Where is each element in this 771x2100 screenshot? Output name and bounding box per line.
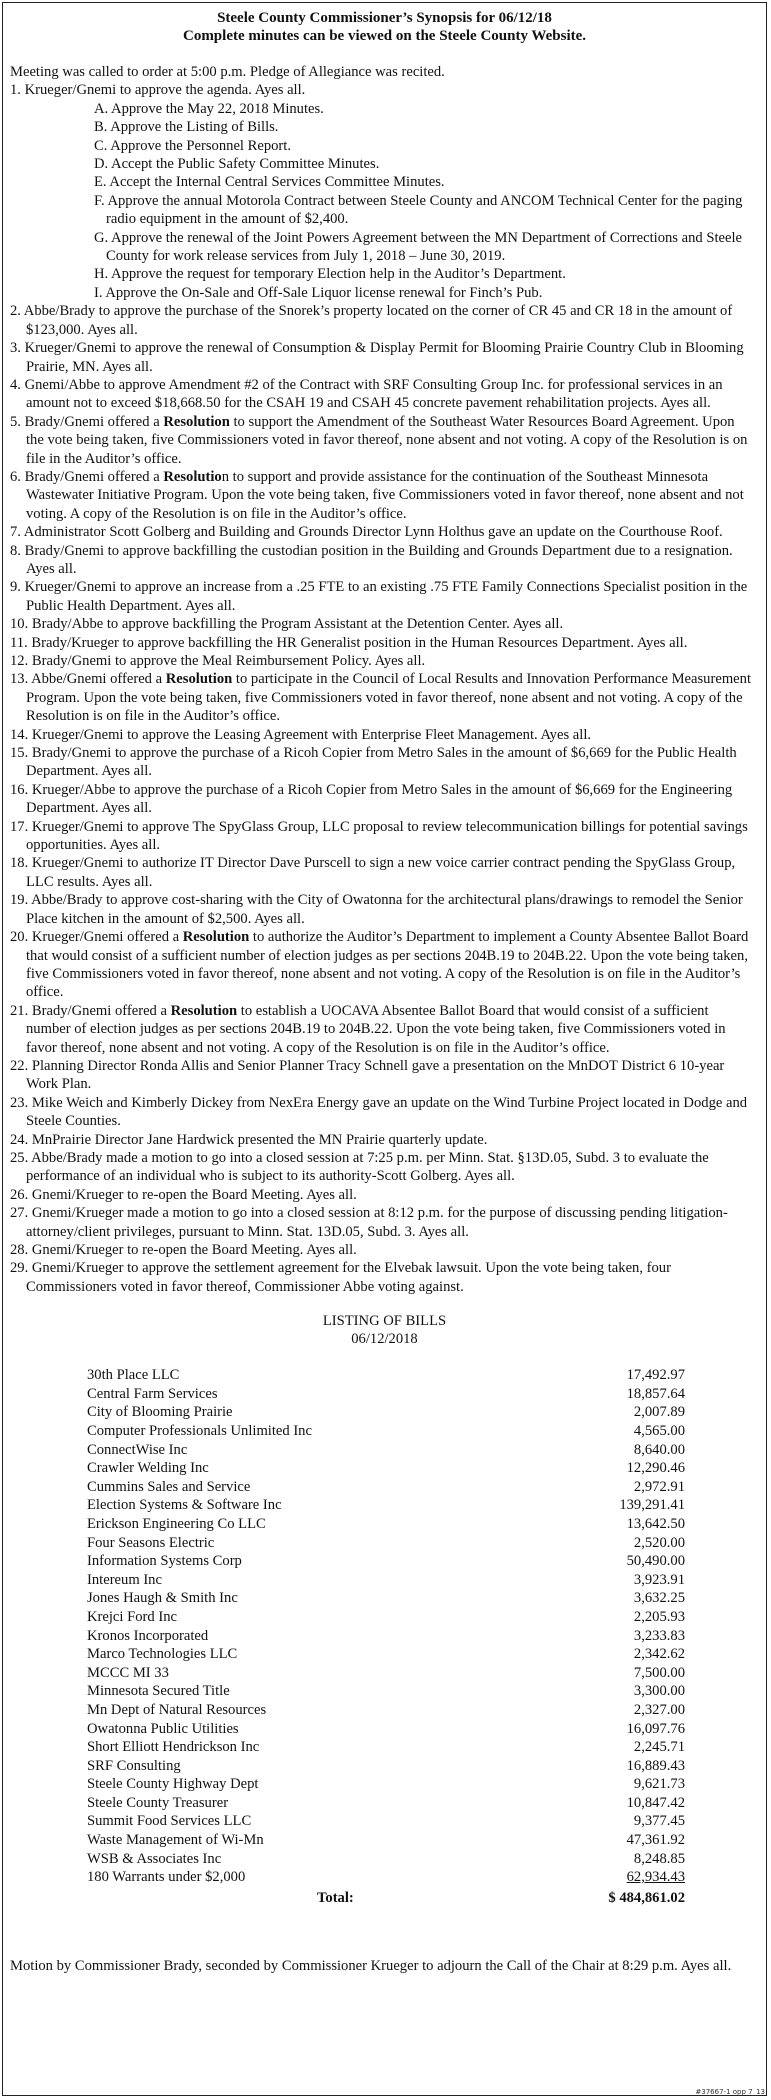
bill-vendor: Four Seasons Electric: [87, 1534, 215, 1551]
bill-vendor: Information Systems Corp: [87, 1553, 242, 1570]
resolution-keyword: Resolution: [165, 671, 233, 688]
resolution-keyword: Resolution: [182, 929, 250, 946]
minutes-item-text-continued: to establish a UOCAVA Absentee Ballot Board that would consist of a sufficient number of election judges as per sections 204B.19 to 204B.22. Upon the vote being taken, five Commissioners voted in favor thereof, none absent and not voting. A copy of the Resolution is on file in the Auditor’s office.: [26, 1002, 726, 1056]
minutes-item-text: 6. Brady/Gnemi offered a: [10, 468, 164, 485]
minutes-item-text: 24. MnPrairie Director Jane Hardwick presented the MN Prairie quarterly update.: [10, 1131, 488, 1148]
bill-row: [87, 1794, 685, 1813]
bill-amount: 2,245.71: [633, 1739, 685, 1756]
bill-row: [87, 1850, 685, 1869]
bill-vendor: 30th Place LLC: [87, 1367, 180, 1384]
bill-row: [87, 1422, 685, 1441]
minutes-item: [10, 1259, 754, 1296]
minutes-item: [10, 670, 754, 725]
minutes-item: [10, 376, 754, 413]
bills-total-amount: $ 484,861.02: [608, 1889, 685, 1906]
minutes-item-text: 26. Gnemi/Krueger to re-open the Board Meeting. Ayes all.: [10, 1186, 357, 1203]
minutes-item-text: 25. Abbe/Brady made a motion to go into a closed session at 7:25 p.m. per Minn. Stat. §13D.05, Subd. 3 to evaluate the performance of an individual who is subject to its authority-Scott Golberg. Ayes all.: [10, 1149, 709, 1185]
agenda-subitem: C. Approve the Personnel Report.: [94, 137, 291, 154]
bill-vendor: Owatonna Public Utilities: [87, 1720, 239, 1737]
minutes-item: [10, 302, 754, 339]
bill-vendor: Minnesota Secured Title: [87, 1683, 230, 1700]
resolution-keyword: Resolutio: [163, 468, 222, 485]
bill-amount: 7,500.00: [633, 1664, 685, 1681]
bill-vendor: Intereum Inc: [87, 1571, 162, 1588]
bill-vendor: Steele County Treasurer: [87, 1794, 229, 1811]
agenda-subitem: H. Approve the request for temporary Election help in the Auditor’s Department.: [94, 266, 566, 283]
bill-amount: 2,972.91: [633, 1478, 685, 1495]
bill-vendor: MCCC MI 33: [87, 1664, 169, 1681]
minutes-item: [10, 578, 754, 615]
minutes-item: [10, 542, 754, 579]
bills-total-row: [87, 1887, 685, 1909]
bill-amount: 16,097.76: [626, 1720, 685, 1737]
bill-row: [87, 1459, 685, 1478]
minutes-item-text-continued: to support the Amendment of the Southeast Water Resources Board Agreement. Upon the vote being taken, five Commissioners voted in favor thereof, none absent and not voting. A copy of the Resolution is on file in the Auditor’s office.: [26, 413, 748, 467]
resolution-keyword: Resolution: [170, 1002, 238, 1019]
minutes-item-text: 27. Gnemi/Krueger made a motion to go into a closed session at 8:12 p.m. for the purpose of discussing pending litigation-attorney/client privileges, pursuant to Minn. Stat. 13D.05, Subd. 3. Ayes all.: [10, 1205, 728, 1240]
bill-vendor: Short Elliott Hendrickson Inc: [87, 1739, 260, 1756]
bill-row: [87, 1552, 685, 1571]
agenda-subitem: E. Accept the Internal Central Services Committee Minutes.: [94, 174, 445, 191]
minutes-item-text: 14. Krueger/Gnemi to approve the Leasing Agreement with Enterprise Fleet Management. Ayes all.: [10, 726, 592, 743]
minutes-item: [10, 854, 754, 891]
minutes-item: [10, 781, 754, 818]
bill-row: [87, 1571, 685, 1590]
agenda-subitem: F. Approve the annual Motorola Contract between Steele County and ANCOM Technical Center for the paging radio equipment in the amount of $2,400.: [94, 192, 743, 228]
bill-row: [87, 1775, 685, 1794]
minutes-item: [10, 1131, 754, 1149]
bill-row: [87, 1757, 685, 1776]
minutes-item: [10, 615, 754, 633]
bill-amount: 3,923.91: [633, 1571, 685, 1588]
bill-vendor: SRF Consulting: [87, 1757, 181, 1774]
bill-amount: 9,377.45: [633, 1813, 685, 1830]
bill-row: [87, 1812, 685, 1831]
bill-row: [87, 1534, 685, 1553]
bill-row: [87, 1627, 685, 1646]
minutes-item: [10, 1241, 754, 1259]
minutes-item: [10, 468, 754, 523]
bill-amount: 50,490.00: [626, 1553, 685, 1570]
bill-row: [87, 1682, 685, 1701]
bill-amount: 18,857.64: [626, 1385, 685, 1402]
bills-heading: [3, 1312, 766, 1348]
bill-amount: 3,300.00: [633, 1683, 685, 1700]
agenda-subitem: G. Approve the renewal of the Joint Powers Agreement between the MN Department of Corrections and Steele County for work release services from July 1, 2018 – June 30, 2019.: [94, 229, 743, 265]
bill-amount: 13,642.50: [626, 1515, 685, 1532]
bill-vendor: Jones Haugh & Smith Inc: [87, 1590, 238, 1607]
bill-vendor: City of Blooming Prairie: [87, 1404, 233, 1421]
minutes-item: [10, 634, 754, 652]
minutes-item: [10, 81, 754, 99]
minutes-item-text: 28. Gnemi/Krueger to re-open the Board Meeting. Ayes all.: [10, 1242, 357, 1258]
minutes-item-text: 20. Krueger/Gnemi offered a: [10, 929, 183, 946]
minutes-item: [10, 818, 754, 855]
bill-row: [87, 1701, 685, 1720]
bill-row: [87, 1645, 685, 1664]
bill-amount: 3,632.25: [633, 1590, 685, 1607]
document-header: [3, 3, 766, 45]
minutes-item-text: 22. Planning Director Ronda Allis and Senior Planner Tracy Schnell gave a presentation on the MnDOT District 6 10-year Work Plan.: [10, 1057, 725, 1093]
bill-row: [87, 1478, 685, 1497]
minutes-item: [10, 891, 754, 928]
minutes-item-text: 29. Gnemi/Krueger to approve the settlement agreement for the Elvebak lawsuit. Upon the vote being taken, four Commissioners voted in favor thereof, Commissioner Abbe voting against.: [10, 1260, 671, 1295]
minutes-item: [10, 523, 754, 541]
bill-vendor: Kronos Incorporated: [87, 1627, 209, 1644]
agenda-subitem: B. Approve the Listing of Bills.: [94, 119, 279, 136]
minutes-item-text: 9. Krueger/Gnemi to approve an increase from a .25 FTE to an existing .75 FTE Family Connections Specialist position in the Public Health Department. Ayes all.: [10, 579, 748, 614]
minutes-item-text: 16. Krueger/Abbe to approve the purchase of a Ricoh Copier from Metro Sales in the amount of $6,669 for the Engineering Department. Ayes all.: [10, 781, 733, 817]
bill-vendor: WSB & Associates Inc: [87, 1850, 222, 1867]
bill-vendor: Krejci Ford Inc: [87, 1608, 177, 1625]
minutes-item-text: 3. Krueger/Gnemi to approve the renewal of Consumption & Display Permit for Blooming Prairie Country Club in Blooming Prairie, MN. Ayes all.: [10, 340, 744, 375]
minutes-item: [10, 652, 754, 670]
resolution-keyword: Resolution: [163, 413, 230, 430]
bill-row: [87, 1738, 685, 1757]
minutes-item-text: 13. Abbe/Gnemi offered a: [10, 671, 166, 688]
bill-vendor: Marco Technologies LLC: [87, 1646, 238, 1663]
minutes-item: [10, 744, 754, 781]
bill-row: [87, 1589, 685, 1608]
bill-amount: 62,934.43: [626, 1869, 685, 1886]
bill-amount: 4,565.00: [633, 1423, 685, 1439]
agenda-subitem: D. Accept the Public Safety Committee Minutes.: [94, 156, 380, 173]
minutes-item-text: 4. Gnemi/Abbe to approve Amendment #2 of the Contract with SRF Consulting Group Inc. for professional services in an amount not to exceed $18,668.50 for the CSAH 19 and CSAH 45 concrete pavement rehabilitation projects. Ayes all.: [10, 376, 723, 412]
minutes-item-text: 12. Brady/Gnemi to approve the Meal Reimbursement Policy. Ayes all.: [10, 653, 426, 669]
minutes-item: [10, 339, 754, 376]
bill-amount: 8,640.00: [633, 1441, 685, 1458]
bill-amount: 9,621.73: [633, 1776, 685, 1793]
bill-amount: 2,342.62: [633, 1646, 685, 1663]
minutes-item: [10, 413, 754, 468]
bill-row: [87, 1441, 685, 1460]
minutes-item: [10, 1057, 754, 1094]
minutes-item-text: 10. Brady/Abbe to approve backfilling the Program Assistant at the Detention Center. Ayes all.: [10, 616, 564, 633]
bill-amount: 16,889.43: [626, 1757, 685, 1774]
minutes-item: [10, 1149, 754, 1186]
minutes-item-text-continued: to authorize the Auditor’s Department to implement a County Absentee Ballot Board that would consist of a sufficient number of election judges as per sections 204B.19 to 204B.22. Upon the vote being taken, five Commissioners voted in favor thereof, none absent and not voting. A copy of the Resolution is on file in the Auditor’s office.: [26, 929, 749, 1001]
intro-paragraph: Meeting was called to order at 5:00 p.m. Pledge of Allegiance was recited.: [10, 64, 445, 80]
bill-row: [87, 1496, 685, 1515]
document-subtitle: Complete minutes can be viewed on the Steele County Website.: [182, 28, 587, 44]
minutes-item: [10, 1186, 754, 1204]
bill-vendor: Crawler Welding Inc: [87, 1460, 209, 1477]
minutes-item: [10, 1002, 754, 1057]
bill-amount: 2,007.89: [633, 1404, 685, 1421]
footnote: #37667-1 opp 7_13: [695, 2088, 765, 2096]
bill-vendor: Central Farm Services: [87, 1385, 218, 1402]
minutes-item-text: 15. Brady/Gnemi to approve the purchase of a Ricoh Copier from Metro Sales in the amount of $6,669 for the Public Health Department. Ayes all.: [10, 745, 737, 780]
minutes-item: [10, 1204, 754, 1241]
bill-row: [87, 1385, 685, 1404]
minutes-item-text: 23. Mike Weich and Kimberly Dickey from NexEra Energy gave an update on the Wind Turbine Project located in Dodge and Steele Counties.: [10, 1094, 748, 1130]
agenda-subitem: I. Approve the On-Sale and Off-Sale Liquor license renewal for Finch’s Pub.: [94, 284, 543, 301]
agenda-subitems: [10, 100, 754, 302]
bills-date: 06/12/2018: [351, 1331, 418, 1348]
minutes-item-text-continued: to participate in the Council of Local Results and Innovation Performance Measurement Program. Upon the vote being taken, five Commissioners voted in favor thereof, none absent and not voting. A copy of the Resolution is on file in the Auditor’s office.: [26, 671, 751, 725]
minutes-item-text: 5. Brady/Gnemi offered a: [10, 413, 164, 430]
bill-amount: 47,361.92: [626, 1832, 685, 1849]
bills-total-label: Total:: [317, 1889, 354, 1906]
bill-vendor: Cummins Sales and Service: [87, 1478, 251, 1495]
bill-row: [87, 1664, 685, 1683]
bill-amount: 17,492.97: [626, 1367, 685, 1384]
bill-vendor: Mn Dept of Natural Resources: [87, 1701, 267, 1718]
bill-amount: 139,291.41: [619, 1497, 685, 1514]
bill-amount: 2,327.00: [633, 1701, 685, 1718]
minutes-item-text: 1. Krueger/Gnemi to approve the agenda. Ayes all.: [10, 82, 306, 99]
minutes-item-text: 17. Krueger/Gnemi to approve The SpyGlass Group, LLC proposal to review telecommunication billings for potential savings opportunities. Ayes all.: [10, 818, 748, 854]
bill-vendor: Summit Food Services LLC: [87, 1813, 252, 1830]
bill-vendor: 180 Warrants under $2,000: [87, 1869, 246, 1886]
minutes-item-text: 2. Abbe/Brady to approve the purchase of the Snorek’s property located on the corner of CR 45 and CR 18 in the amount of $123,000. Ayes all.: [10, 303, 733, 338]
bill-amount: 3,233.83: [633, 1627, 685, 1644]
document-frame: [2, 2, 767, 2096]
minutes-item-text: 18. Krueger/Gnemi to authorize IT Director Dave Purscell to sign a new voice carrier contract pending the SpyGlass Group, LLC results. Ayes all.: [10, 855, 736, 890]
bill-amount: 8,248.85: [633, 1850, 685, 1867]
bill-row: [87, 1831, 685, 1850]
document-title: Steele County Commissioner’s Synopsis for 06/12/18: [217, 10, 552, 26]
minutes-item-text: 19. Abbe/Brady to approve cost-sharing with the City of Owatonna for the architectural plans/drawings to remodel the Senior Place kitchen in the amount of $2,500. Ayes all.: [10, 892, 743, 927]
minutes-item-text: 8. Brady/Gnemi to approve backfilling the custodian position in the Building and Grounds Department due to a resignation. Ayes all.: [10, 542, 733, 577]
minutes-item-text: 7. Administrator Scott Golberg and Building and Grounds Director Lynn Holthus gave an update on the Courthouse Roof.: [10, 524, 723, 541]
bill-amount: 10,847.42: [626, 1794, 685, 1811]
bills-table: [87, 1366, 685, 1909]
bills-title: LISTING OF BILLS: [322, 1313, 447, 1330]
minutes-item: [10, 726, 754, 744]
bill-row: [87, 1720, 685, 1739]
bill-vendor: Steele County Highway Dept: [87, 1776, 259, 1793]
bill-row: [87, 1868, 685, 1887]
bill-vendor: Election Systems & Software Inc: [87, 1497, 282, 1514]
minutes-item: [10, 928, 754, 1002]
minutes-item-text: 11. Brady/Krueger to approve backfilling the HR Generalist position in the Human Resources Department. Ayes all.: [10, 634, 688, 651]
bill-amount: 2,520.00: [633, 1534, 685, 1551]
minutes-list: [10, 81, 754, 1296]
bill-vendor: ConnectWise Inc: [87, 1441, 188, 1458]
bill-row: [87, 1608, 685, 1627]
bill-vendor: Waste Management of Wi-Mn: [87, 1832, 264, 1849]
bill-amount: 12,290.46: [626, 1460, 685, 1477]
bill-row: [87, 1366, 685, 1385]
bill-vendor: Erickson Engineering Co LLC: [87, 1515, 266, 1532]
agenda-subitem: A. Approve the May 22, 2018 Minutes.: [94, 100, 324, 117]
bill-row: [87, 1403, 685, 1422]
minutes-item-text-continued: n to support and provide assistance for the continuation of the Southeast Minnesota Wastewater Initiative Program. Upon the vote being taken, five Commissioners voted in favor thereof, none absent and not voting. A copy of the Resolution is on file in the Auditor’s office.: [26, 468, 744, 522]
bill-row: [87, 1515, 685, 1534]
bill-vendor: Computer Professionals Unlimited Inc: [87, 1423, 312, 1439]
minutes-item: [10, 1094, 754, 1131]
bill-amount: 2,205.93: [633, 1608, 685, 1625]
minutes-item-text: 21. Brady/Gnemi offered a: [10, 1002, 171, 1019]
closing-paragraph: Motion by Commissioner Brady, seconded by Commissioner Krueger to adjourn the Call of the Chair at 8:29 p.m. Ayes all.: [10, 1957, 732, 1974]
